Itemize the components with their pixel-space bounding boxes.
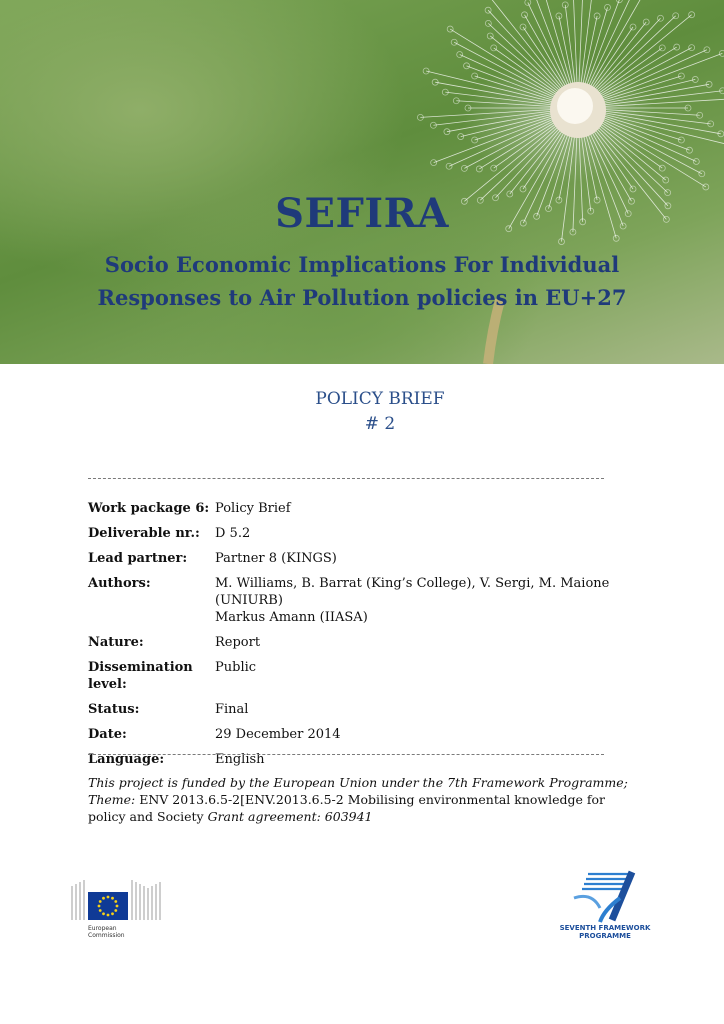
divider-bottom [88,754,604,755]
info-value: D 5.2 [215,526,251,541]
info-label: Authors: [88,576,151,591]
eu-star-icon [99,900,102,903]
authors-line-1: M. Williams, B. Barrat (King’s College), V. Sergi, M. Maione (UNIURB) [215,576,610,608]
divider-top [88,478,604,479]
info-value: Policy Brief [215,501,291,516]
info-value: English [215,752,265,767]
funding-line: This project is funded by the European Union under the 7th Framework Programme; [88,775,628,790]
theme-label: Theme: [88,792,136,807]
funding-statement [88,774,628,825]
grant-agreement: Grant agreement: 603941 [207,809,373,824]
info-row-nature [88,634,628,651]
info-value: Public [215,660,257,675]
eu-star-icon [99,909,102,912]
info-label: Nature: [88,635,144,650]
info-value: Report [215,635,261,650]
eu-star-icon [102,912,105,915]
info-row-authors [88,575,628,626]
fp7-text-line-1: SEVENTH FRAMEWORK [559,924,651,932]
eu-star-icon [98,905,101,908]
eu-star-icon [114,909,117,912]
eu-star-icon [107,896,110,899]
subtitle-line-2: Responses to Air Pollution policies in EU+27 [97,285,627,310]
eu-star-icon [107,914,110,917]
info-value [215,575,628,626]
eu-star-icon [111,897,114,900]
info-value: Partner 8 (KINGS) [215,551,337,566]
info-row-date [88,726,628,743]
ec-text-line-2: Commission [88,932,125,939]
info-row-work-package [88,500,628,517]
info-row-lead-partner [88,550,628,567]
ec-text-line-1: European [88,925,117,932]
ec-logo-text [88,925,125,939]
document-subtitle [0,248,724,314]
info-row-dissemination [88,659,628,693]
eu-star-icon [114,900,117,903]
authors-line-2: Markus Amann (IIASA) [215,610,368,625]
info-row-deliverable [88,525,628,542]
eu-star-icon [111,912,114,915]
info-row-status [88,701,628,718]
info-label: Work package 6: [88,501,210,516]
eu-star-icon [116,905,119,908]
eu-star-icon [102,897,105,900]
fp7-text-line-2: PROGRAMME [579,932,631,940]
theme-text: ENV 2013.6.5-2[ENV.2013.6.5-2 Mobilising environmental knowledge for policy and Society [88,792,606,824]
info-value: 29 December 2014 [215,727,341,742]
info-value: Final [215,702,249,717]
info-label: Status: [88,702,140,717]
info-label: Deliverable nr.: [88,526,200,541]
subtitle-line-1: Socio Economic Implications For Individual [104,252,620,277]
info-label: Language: [88,752,165,767]
info-label: Date: [88,727,127,742]
fp7-logo-text [557,924,653,940]
cover-banner [0,0,724,364]
policy-brief-number: # 2 [364,414,396,434]
document-info-table [88,500,628,776]
policy-brief-heading: POLICY BRIEF [315,389,445,409]
info-label: Lead partner: [88,551,188,566]
document-title: SEFIRA [275,190,449,237]
info-label: Dissemination level: [88,660,193,692]
